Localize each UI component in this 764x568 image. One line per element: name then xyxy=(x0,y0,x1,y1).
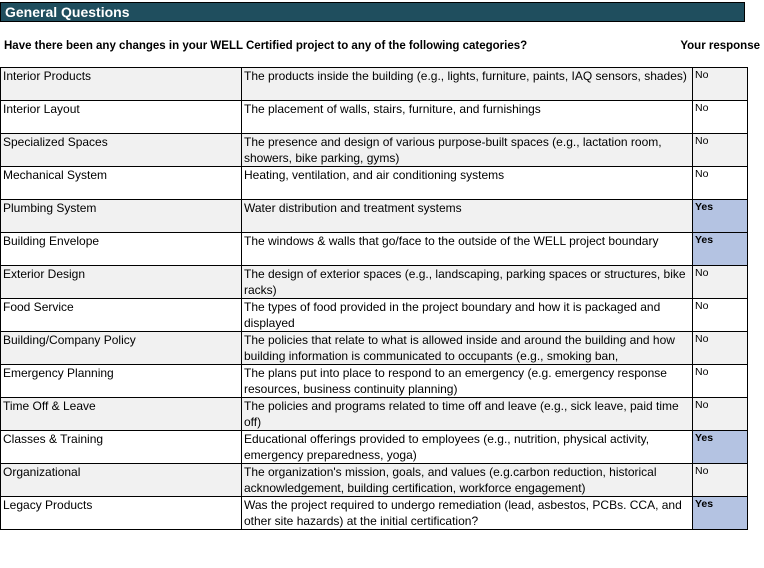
question-text: Have there been any changes in your WELL Certified project to any of the following categories? xyxy=(4,40,528,52)
table-row xyxy=(1,266,748,299)
description-cell: The windows & walls that go/face to the outside of the WELL project boundary xyxy=(242,233,693,266)
description-cell: Heating, ventilation, and air conditioning systems xyxy=(242,167,693,200)
table-row xyxy=(1,497,748,530)
category-cell: Plumbing System xyxy=(1,200,242,233)
response-cell[interactable]: No xyxy=(693,68,748,101)
table-row xyxy=(1,233,748,266)
response-cell[interactable]: No xyxy=(693,299,748,332)
description-cell: The placement of walls, stairs, furniture, and furnishings xyxy=(242,101,693,134)
category-cell: Building Envelope xyxy=(1,233,242,266)
category-cell: Specialized Spaces xyxy=(1,134,242,167)
table-row xyxy=(1,68,748,101)
table-row xyxy=(1,200,748,233)
response-cell[interactable]: Yes xyxy=(693,200,748,233)
table-row xyxy=(1,134,748,167)
description-cell: The policies that relate to what is allowed inside and around the building and how building information is communicated to occupants (e.g., smoking ban, xyxy=(242,332,693,365)
description-cell: The policies and programs related to time off and leave (e.g., sick leave, paid time off) xyxy=(242,398,693,431)
table-row xyxy=(1,431,748,464)
description-cell: The plans put into place to respond to an emergency (e.g. emergency response resources, business continuity planning) xyxy=(242,365,693,398)
category-cell: Interior Products xyxy=(1,68,242,101)
table-row xyxy=(1,101,748,134)
description-cell: The organization's mission, goals, and values (e.g.carbon reduction, historical acknowledgement, building certification, workforce engagement) xyxy=(242,464,693,497)
response-cell[interactable]: No xyxy=(693,167,748,200)
response-cell[interactable]: Yes xyxy=(693,233,748,266)
table-row xyxy=(1,167,748,200)
category-cell: Exterior Design xyxy=(1,266,242,299)
category-cell: Mechanical System xyxy=(1,167,242,200)
description-cell: The products inside the building (e.g., lights, furniture, paints, IAQ sensors, shades) xyxy=(242,68,693,101)
category-cell: Building/Company Policy xyxy=(1,332,242,365)
categories-table xyxy=(0,67,748,530)
response-cell[interactable]: Yes xyxy=(693,497,748,530)
response-cell[interactable]: No xyxy=(693,464,748,497)
table-row xyxy=(1,398,748,431)
description-cell: The presence and design of various purpose-built spaces (e.g., lactation room, showers, bike parking, gyms) xyxy=(242,134,693,167)
response-cell[interactable]: No xyxy=(693,266,748,299)
description-cell: Water distribution and treatment systems xyxy=(242,200,693,233)
response-column-header: Your response xyxy=(680,40,760,52)
description-cell: The types of food provided in the project boundary and how it is packaged and displayed xyxy=(242,299,693,332)
table-row xyxy=(1,332,748,365)
response-cell[interactable]: No xyxy=(693,134,748,167)
description-cell: Educational offerings provided to employees (e.g., nutrition, physical activity, emergency preparedness, yoga) xyxy=(242,431,693,464)
category-cell: Time Off & Leave xyxy=(1,398,242,431)
response-cell[interactable]: Yes xyxy=(693,431,748,464)
table-row xyxy=(1,299,748,332)
description-cell: Was the project required to undergo remediation (lead, asbestos, PCBs. CCA, and other site hazards) at the initial certification? xyxy=(242,497,693,530)
response-cell[interactable]: No xyxy=(693,101,748,134)
response-cell[interactable]: No xyxy=(693,398,748,431)
table-row xyxy=(1,464,748,497)
response-cell[interactable]: No xyxy=(693,332,748,365)
response-cell[interactable]: No xyxy=(693,365,748,398)
table-row xyxy=(1,365,748,398)
description-cell: The design of exterior spaces (e.g., landscaping, parking spaces or structures, bike racks) xyxy=(242,266,693,299)
category-cell: Food Service xyxy=(1,299,242,332)
category-cell: Classes & Training xyxy=(1,431,242,464)
section-title: General Questions xyxy=(0,2,745,22)
category-cell: Legacy Products xyxy=(1,497,242,530)
category-cell: Interior Layout xyxy=(1,101,242,134)
category-cell: Emergency Planning xyxy=(1,365,242,398)
category-cell: Organizational xyxy=(1,464,242,497)
